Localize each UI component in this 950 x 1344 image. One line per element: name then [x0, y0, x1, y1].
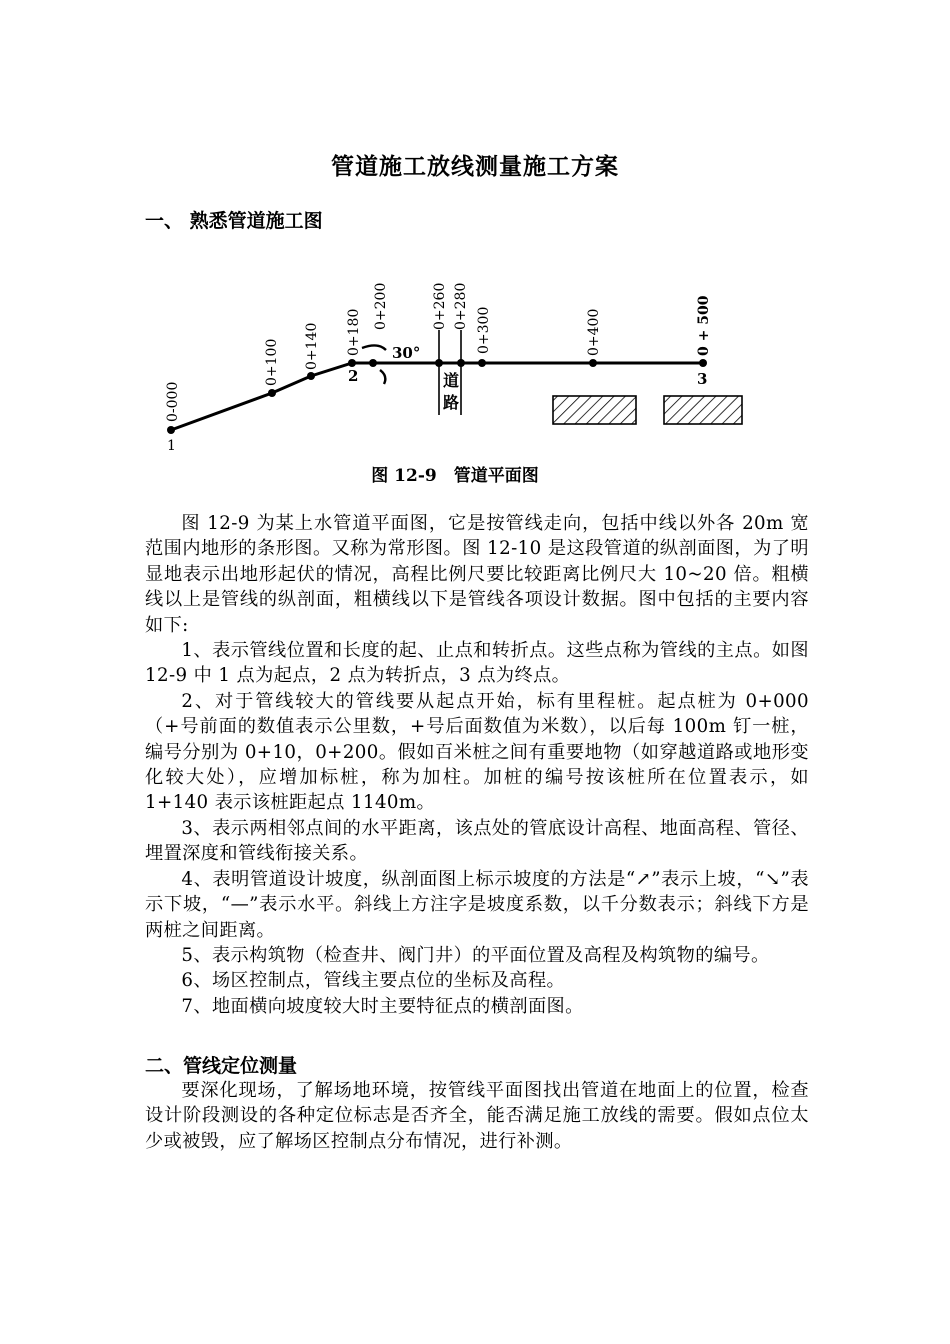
station-label: 0+400	[586, 308, 602, 356]
station-dot	[307, 372, 315, 380]
structure-block-1	[553, 396, 636, 424]
section-heading-1: 一、 熟悉管道施工图	[145, 210, 323, 232]
station-dot	[589, 359, 597, 367]
paragraph: 7、地面横向坡度较大时主要特征点的横剖面图。	[181, 995, 584, 1017]
station-label: 0+140	[304, 322, 320, 370]
road-label-2: 路	[443, 393, 460, 412]
section-1-body	[145, 511, 809, 1019]
point-label: 1	[167, 438, 176, 454]
station-dot	[268, 389, 276, 397]
angle-label: 30°	[392, 344, 421, 362]
paragraph: 2、对于管线较大的管线要从起点开始，标有里程桩。起点桩为 0+000（+号前面的数值表示公里数，+号后面数值为米数），以后每 100m 钉一桩，编号分别为 0+10，0+200。假如百米桩之间有重要地物（如穿越道路或地形变化较大处），应增加标桩，称为加柱。加桩的编号按该桩所在位置表示，如 1+140 表示该桩距起点 1140m。	[145, 690, 809, 814]
station-label: 0+260	[432, 282, 448, 330]
paragraph: 6、场区控制点，管线主要点位的坐标及高程。	[181, 970, 566, 992]
paragraph: 1、表示管线位置和长度的起、止点和转折点。这些点称为管线的主点。如图 12-9 中 1 点为起点，2 点为转折点，3 点为终点。	[145, 640, 809, 687]
station-label: 0 + 500	[696, 295, 712, 356]
section-heading-2: 二、管线定位测量	[145, 1055, 298, 1077]
point-label: 3	[697, 370, 708, 388]
point-label: 2	[348, 367, 359, 385]
paragraph: 5、表示构筑物（检查井、阀门井）的平面位置及高程及构筑物的编号。	[181, 944, 770, 966]
station-label: 0+300	[476, 306, 492, 354]
structure-block-2	[664, 396, 742, 424]
paragraph: 图 12-9 为某上水管道平面图，它是按管线走向，包括中线以外各 20m 宽范围内地形的条形图。又称为常形图。图 12-10 是这段管道的纵剖面图，为了明显地表示出地形起伏的情况，高程比例尺要比较距离比例尺大 10~20 倍。粗横线以上是管线的纵剖面，粗横线以下是管线各项设计数据。图中包括的主要内容如下:	[145, 513, 809, 636]
station-dot	[348, 359, 356, 367]
figure-caption: 图 12-9 管道平面图	[371, 466, 539, 486]
station-dot	[699, 359, 707, 367]
document-title: 管道施工放线测量施工方案	[331, 153, 619, 180]
section-2-body	[145, 1078, 809, 1154]
paragraph: 要深化现场，了解场地环境，按管线平面图找出管道在地面上的位置，检查设计阶段测设的各种定位标志是否齐全，能否满足施工放线的需要。假如点位太少或被毁，应了解场区控制点分布情况，进行补测。	[145, 1080, 809, 1152]
pipeline-plan-figure	[140, 270, 760, 470]
station-label: 0-000	[165, 381, 181, 422]
station-dot	[369, 359, 377, 367]
station-label: 0+280	[453, 282, 469, 330]
station-dot	[478, 359, 486, 367]
station-dot	[167, 426, 175, 434]
station-label: 0+100	[264, 338, 280, 386]
station-label: 0+200	[373, 282, 389, 330]
angle-arc-lower	[380, 370, 385, 384]
station-label: 0+180	[346, 308, 362, 356]
paragraph: 3、表示两相邻点间的水平距离，该点处的管底设计高程、地面高程、管径、埋置深度和管线衔接关系。	[145, 817, 809, 865]
angle-arc	[362, 345, 386, 350]
paragraph: 4、表明管道设计坡度，纵剖面图上标示坡度的方法是“↗”表示上坡，“↘”表示下坡，“—”表示水平。斜线上方注字是坡度系数，以千分数表示；斜线下方是两桩之间距离。	[145, 868, 809, 941]
road-label-1: 道	[443, 371, 460, 390]
